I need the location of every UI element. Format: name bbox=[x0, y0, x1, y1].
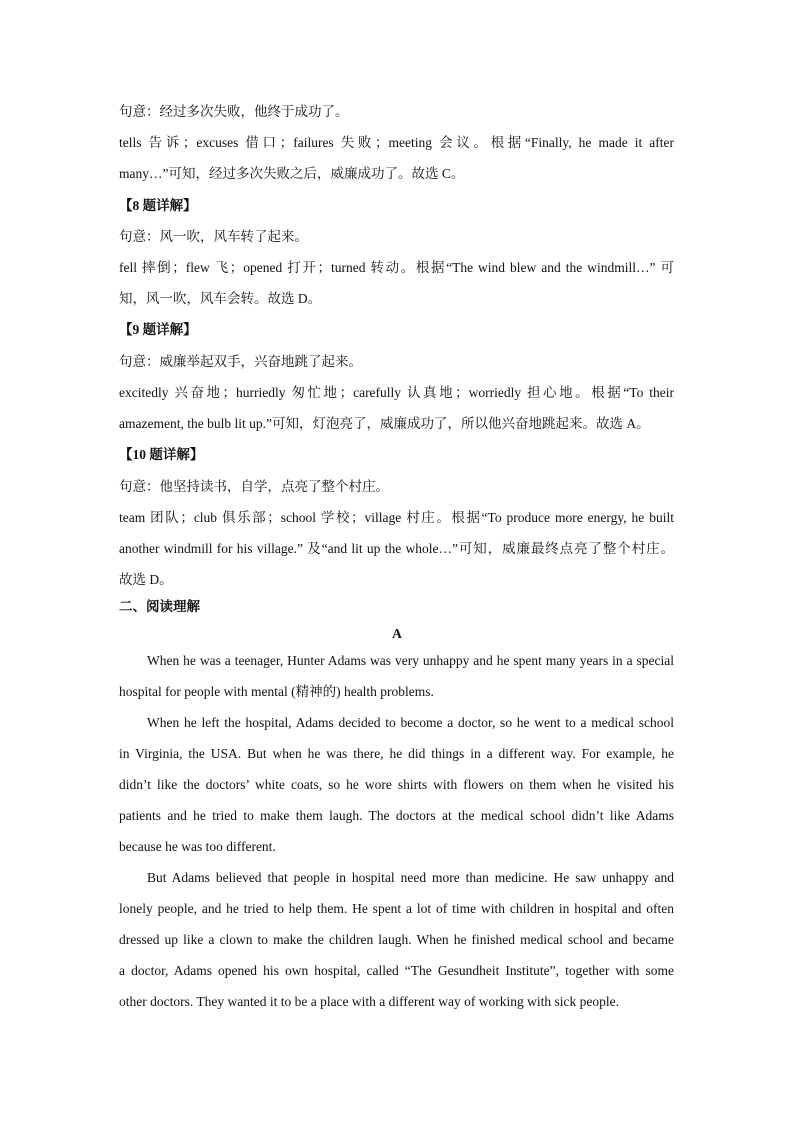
text-line: tells 告诉；excuses 借口；failures 失败；meeting 会议。根据“Finally, he made it after bbox=[119, 135, 674, 150]
text-line: 故选 D。 bbox=[119, 572, 173, 587]
text-line: amazement, the bulb lit up.”可知，灯泡亮了，威廉成功了，所以他兴奋地跳起来。故选 A。 bbox=[119, 416, 650, 431]
text-line: in Virginia, the USA. But when he was there, he did things in a different way. For example, he bbox=[119, 746, 674, 761]
text-line: 句意：威廉举起双手，兴奋地跳了起来。 bbox=[119, 354, 362, 369]
text-line: excitedly 兴奋地；hurriedly 匆忙地；carefully 认真地；worriedly 担心地。根据“To their bbox=[119, 385, 674, 400]
text-line: 句意：他坚持读书，自学，点亮了整个村庄。 bbox=[119, 479, 389, 494]
section-heading: 二、阅读理解 bbox=[119, 599, 200, 614]
text-line: dressed up like a clown to make the children laugh. When he finished medical school and became bbox=[119, 932, 674, 947]
text-line: 句意：风一吹，风车转了起来。 bbox=[119, 229, 308, 244]
text-line: When he left the hospital, Adams decided to become a doctor, so he went to a medical school bbox=[147, 715, 674, 730]
passage-title: A bbox=[392, 626, 402, 641]
text-line: another windmill for his village.” 及“and lit up the whole…”可知，威廉最终点亮了整个村庄。 bbox=[119, 541, 674, 556]
text-line: 句意：经过多次失败，他终于成功了。 bbox=[119, 104, 349, 119]
text-line: other doctors. They wanted it to be a place with a different way of working with sick people. bbox=[119, 994, 619, 1009]
text-line: fell 摔倒；flew 飞；opened 打开；turned 转动。根据“The wind blew and the windmill…” 可 bbox=[119, 260, 674, 275]
text-line: many…”可知，经过多次失败之后，威廉成功了。故选 C。 bbox=[119, 166, 465, 181]
text-line: hospital for people with mental (精神的) health problems. bbox=[119, 684, 434, 699]
text-line: because he was too different. bbox=[119, 839, 276, 854]
text-line: 知，风一吹，风车会转。故选 D。 bbox=[119, 291, 322, 306]
text-line: But Adams believed that people in hospital need more than medicine. He saw unhappy and bbox=[147, 870, 674, 885]
section-heading: 【8 题详解】 bbox=[119, 198, 197, 213]
text-line: a doctor, Adams opened his own hospital, called “The Gesundheit Institute”, together with some bbox=[119, 963, 674, 978]
text-line: lonely people, and he tried to help them. He spent a lot of time with children in hospital and often bbox=[119, 901, 674, 916]
section-heading: 【10 题详解】 bbox=[119, 447, 204, 462]
text-line: team 团队；club 俱乐部；school 学校；village 村庄。根据“To produce more energy, he built bbox=[119, 510, 674, 525]
text-line: didn’t like the doctors’ white coats, so he wore shirts with flowers on them when he visited his bbox=[119, 777, 674, 792]
section-heading: 【9 题详解】 bbox=[119, 322, 197, 337]
text-line: When he was a teenager, Hunter Adams was very unhappy and he spent many years in a special bbox=[147, 653, 674, 668]
text-line: patients and he tried to make them laugh. The doctors at the medical school didn’t like Adams bbox=[119, 808, 674, 823]
